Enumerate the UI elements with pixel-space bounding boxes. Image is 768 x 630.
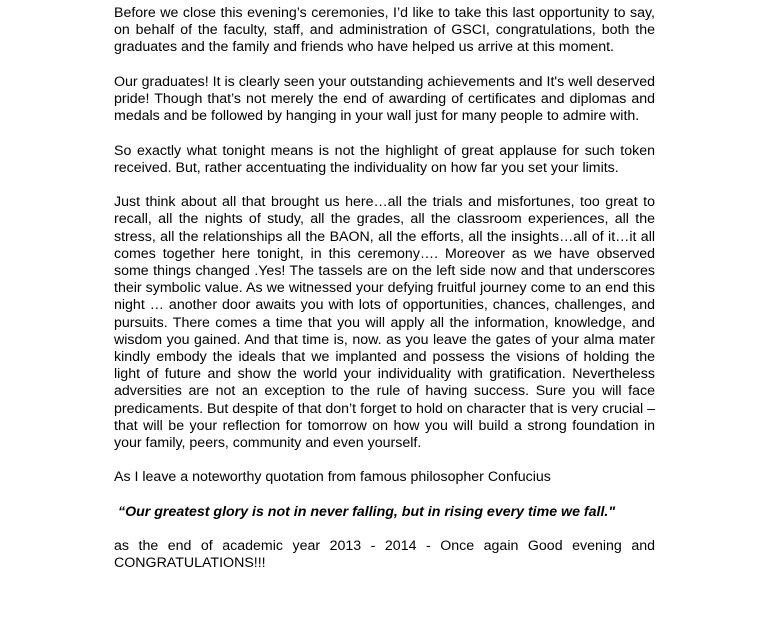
quotation-intro: As I leave a noteworthy quotation from famous philosopher Confucius xyxy=(114,469,551,486)
confucius-quotation: “Our greatest glory is not in never falling, but in rising every time we fall." xyxy=(118,503,616,520)
paragraph-graduates: Our graduates! It is clearly seen your outstanding achievements and It's well deserved pride! Though that’s not merely the end of awarding of certificates and diplomas and medals and be followed by hanging in your wall just for many people to admire with. xyxy=(114,73,655,125)
paragraph-reflection: Just think about all that brought us here…all the trials and misfortunes, too great to recall, all the nights of study, all the grades, all the classroom experiences, all the stress, all the relationships all the BAON, all the efforts, all the insights…all of it…it all comes together here tonight, in this ceremony…. Moreover as we have observed some things changed .Yes! The tassels are on the left side now and that underscores their symbolic value. As we witnessed your defying fruitful journey come to an end this night … another door awaits you with lots of opportunities, chances, challenges, and pursuits. There comes a time that you will apply all the information, knowledge, and wisdom you gained. And that time is, now. as you leave the gates of your alma mater kindly embody the ideals that we implanted and possess the visions of holding the light of future and show the world your individuality with gratification. Nevertheless adversities are not an exception to the rule of having success. Sure you will face predicaments. But despite of that don’t forget to hold on character that is very crucial – that will be your reflection for tomorrow on how you will build a strong foundation in your family, peers, community and even yourself. xyxy=(114,194,655,452)
closing-greeting: as the end of academic year 2013 - 2014 - Once again Good evening and CONGRATULATIONS!!! xyxy=(114,538,655,572)
paragraph-closing-remarks: Before we close this evening’s ceremonies, I’d like to take this last opportunity to say, on behalf of the faculty, staff, and administration of GSCI, congratulations, both the graduates and the family and friends who have helped us arrive at this moment. xyxy=(114,5,655,56)
document-page xyxy=(114,5,655,573)
paragraph-tonight-meaning: So exactly what tonight means is not the highlight of great applause for such token received. But, rather accentuating the individuality on how far you set your limits. xyxy=(114,142,655,176)
